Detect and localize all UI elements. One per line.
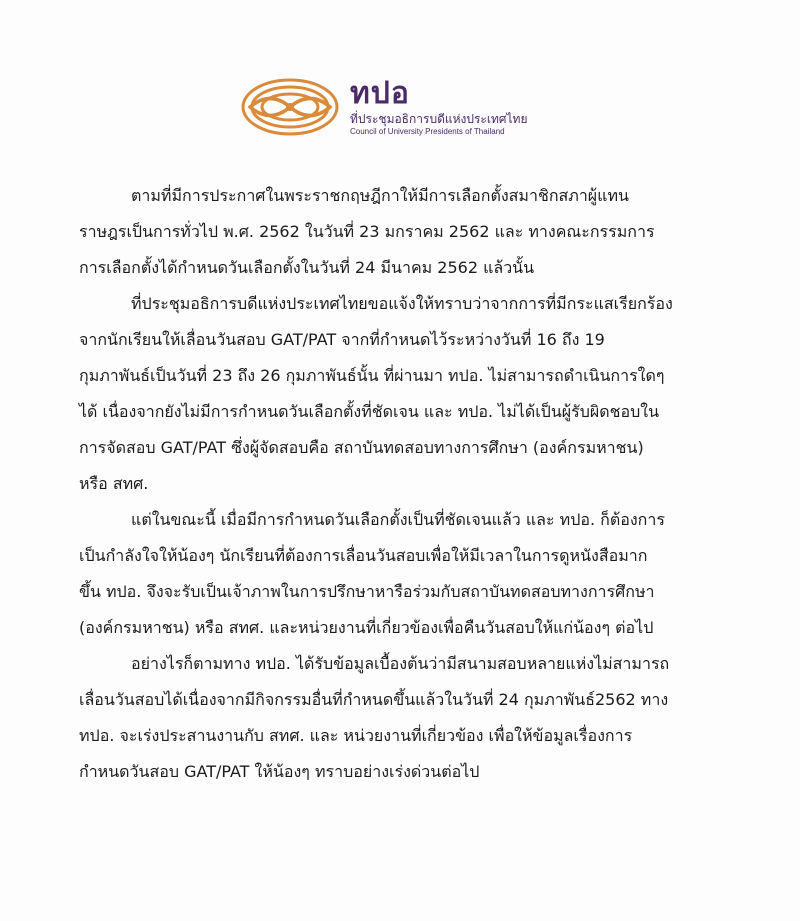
- cupt-emblem-icon: [240, 76, 340, 138]
- logo-thai-name: ที่ประชุมอธิการบดีแห่งประเทศไทย: [350, 112, 528, 126]
- text-line: ได้ เนื่องจากยังไม่มีการกำหนดวันเลือกตั้งที่ชัดเจน และ ทปอ. ไม่ได้เป็นผู้รับผิดชอบใน: [79, 402, 660, 421]
- text-line: ที่ประชุมอธิการบดีแห่งประเทศไทยขอแจ้งให้ทราบว่าจากการที่มีกระแสเรียกร้อง: [131, 294, 673, 313]
- paragraph: [79, 646, 759, 790]
- announcement-body: [79, 178, 759, 790]
- paragraph: [79, 286, 759, 502]
- text-line: อย่างไรก็ตามทาง ทปอ. ได้รับข้อมูลเบื้องต้นว่ามีสนามสอบหลายแห่งไม่สามารถ: [131, 654, 670, 673]
- text-line: ทปอ. จะเร่งประสานงานกับ สทศ. และ หน่วยงานที่เกี่ยวข้อง เพื่อให้ข้อมูลเรื่องการ: [79, 726, 633, 745]
- logo-text: [350, 77, 527, 137]
- text-line: กุมภาพันธ์เป็นวันที่ 23 ถึง 26 กุมภาพันธ์นั้น ที่ผ่านมา ทปอ. ไม่สามารถดำเนินการใดๆ: [79, 366, 665, 385]
- logo-abbreviation: ทปอ: [350, 76, 410, 111]
- paragraph: [79, 502, 759, 646]
- text-line: (องค์กรมหาชน) หรือ สทศ. และหน่วยงานที่เกี่ยวข้องเพื่อคืนวันสอบให้แก่น้องๆ ต่อไป: [79, 618, 654, 637]
- text-line: ราษฎรเป็นการทั่วไป พ.ศ. 2562 ในวันที่ 23 มกราคม 2562 และ ทางคณะกรรมการ: [79, 222, 655, 241]
- text-line: แต่ในขณะนี้ เมื่อมีการกำหนดวันเลือกตั้งเป็นที่ชัดเจนแล้ว และ ทปอ. ก็ต้องการ: [131, 510, 665, 529]
- text-line: การเลือกตั้งได้กำหนดวันเลือกตั้งในวันที่ 24 มีนาคม 2562 แล้วนั้น: [79, 258, 535, 277]
- text-line: เป็นกำลังใจให้น้องๆ นักเรียนที่ต้องการเลื่อนวันสอบเพื่อให้มีเวลาในการดูหนังสือมาก: [79, 546, 648, 565]
- text-line: จากนักเรียนให้เลื่อนวันสอบ GAT/PAT จากที่กำหนดไว้ระหว่างวันที่ 16 ถึง 19: [79, 330, 605, 349]
- text-line: ขึ้น ทปอ. จึงจะรับเป็นเจ้าภาพในการปรึกษาหารือร่วมกับสถาบันทดสอบทางการศึกษา: [79, 582, 655, 601]
- text-line: เลื่อนวันสอบได้เนื่องจากมีกิจกรรมอื่นที่กำหนดขึ้นแล้วในวันที่ 24 กุมภาพันธ์2562 ทาง: [79, 690, 669, 709]
- text-line: กำหนดวันสอบ GAT/PAT ให้น้องๆ ทราบอย่างเร่งด่วนต่อไป: [79, 762, 480, 781]
- text-line: ตามที่มีการประกาศในพระราชกฤษฎีกาให้มีการเลือกตั้งสมาชิกสภาผู้แทน: [131, 186, 629, 205]
- text-line: การจัดสอบ GAT/PAT ซึ่งผู้จัดสอบคือ สถาบันทดสอบทางการศึกษา (องค์กรมหาชน): [79, 438, 644, 457]
- letterhead: [240, 72, 560, 142]
- text-line: หรือ สทศ.: [79, 474, 149, 493]
- paragraph: [79, 178, 759, 286]
- logo-english-name: Council of University Presidents of Thailand: [350, 127, 505, 136]
